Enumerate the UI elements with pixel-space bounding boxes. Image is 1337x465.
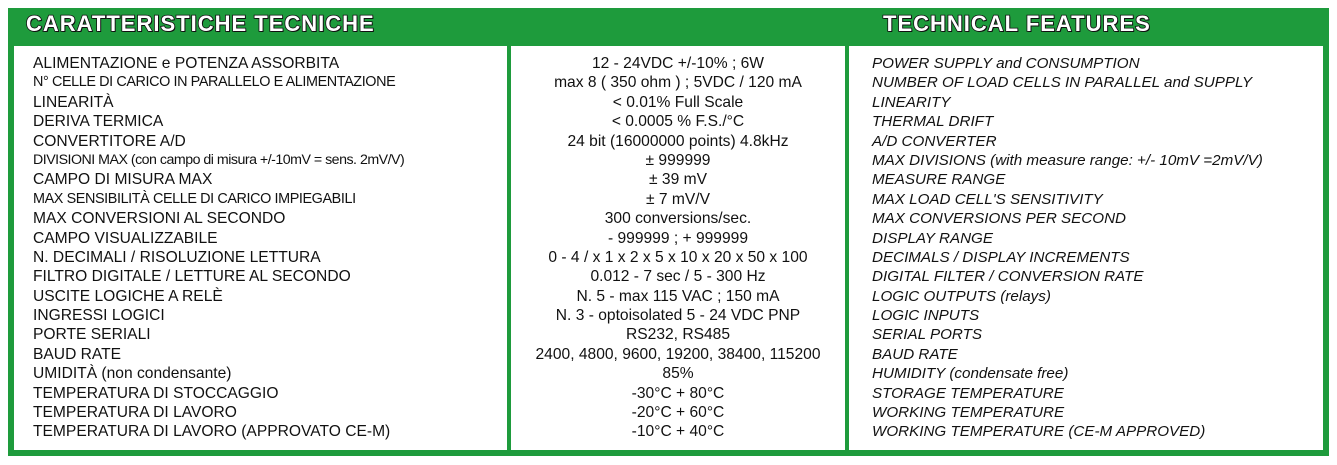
feature-value: 85% [662,365,694,383]
feature-label-english: MEASURE RANGE [872,171,1006,189]
feature-label-english: DIGITAL FILTER / CONVERSION RATE [872,268,1144,286]
feature-label-italian: INGRESSI LOGICI [33,307,165,325]
feature-label-italian: DIVISIONI MAX (con campo di misura +/-10mV = sens. 2mV/V) [33,151,405,168]
feature-label-italian: MAX SENSIBILITÀ CELLE DI CARICO IMPIEGABILI [33,190,356,207]
feature-label-italian: TEMPERATURA DI LAVORO [33,404,237,422]
feature-value: ± 39 mV [649,171,707,189]
title-italian: CARATTERISTICHE TECNICHE [26,11,375,36]
feature-label-italian: DERIVA TERMICA [33,113,164,131]
feature-value: ± 999999 [645,151,711,169]
feature-label-english: WORKING TEMPERATURE (CE-M APPROVED) [872,423,1206,441]
feature-label-italian: N. DECIMALI / RISOLUZIONE LETTURA [33,248,321,266]
feature-value: < 0.0005 % F.S./°C [611,113,745,131]
feature-label-english: A/D CONVERTER [872,132,997,150]
english-labels-list [849,54,1323,442]
feature-label-english: LOGIC OUTPUTS (relays) [872,287,1051,305]
header-bar [8,8,1329,40]
feature-label-english: HUMIDITY (condensate free) [872,365,1069,383]
feature-label-english: THERMAL DRIFT [872,113,994,131]
feature-label-english: BAUD RATE [872,345,958,363]
feature-label-italian: BAUD RATE [33,345,122,363]
feature-label-italian: PORTE SERIALI [33,326,151,344]
feature-label-english: MAX CONVERSIONS PER SECOND [872,210,1127,228]
feature-value: - 999999 ; + 999999 [607,229,749,247]
feature-label-italian: CAMPO VISUALIZZABILE [33,229,218,247]
feature-value: 0 - 4 / x 1 x 2 x 5 x 10 x 20 x 50 x 100 [548,248,808,266]
values-list [511,54,845,442]
feature-value: ± 7 mV/V [645,190,711,208]
feature-label-italian: ALIMENTAZIONE e POTENZA ASSORBITA [33,55,340,72]
feature-label-english: MAX DIVISIONS (with measure range: +/- 10mV =2mV/V) [872,151,1263,169]
feature-label-english: LINEARITY [872,93,951,111]
feature-label-english: POWER SUPPLY and CONSUMPTION [872,55,1140,72]
feature-value: RS232, RS485 [625,326,731,344]
english-labels-column [849,46,1323,450]
feature-label-italian: N° CELLE DI CARICO IN PARALLELO E ALIMENTAZIONE [33,74,396,91]
feature-label-italian: MAX CONVERSIONI AL SECONDO [33,210,286,228]
feature-value: -10°C + 40°C [631,423,725,441]
feature-value: N. 5 - max 115 VAC ; 150 mA [576,287,780,305]
feature-value: 0.012 - 7 sec / 5 - 300 Hz [590,268,766,286]
feature-label-italian: TEMPERATURA DI STOCCAGGIO [33,384,279,402]
feature-label-english: NUMBER OF LOAD CELLS IN PARALLEL and SUPPLY [872,74,1253,92]
title-english: TECHNICAL FEATURES [883,11,1151,36]
feature-label-italian: CONVERTITORE A/D [33,132,186,150]
feature-label-english: DECIMALS / DISPLAY INCREMENTS [872,248,1130,266]
feature-label-english: STORAGE TEMPERATURE [872,384,1064,402]
feature-value: -30°C + 80°C [631,384,725,402]
feature-label-english: SERIAL PORTS [872,326,983,344]
feature-label-english: WORKING TEMPERATURE [872,404,1065,422]
feature-value: 300 conversions/sec. [604,210,752,228]
feature-label-english: DISPLAY RANGE [872,229,993,247]
feature-value: 2400, 4800, 9600, 19200, 38400, 115200 [535,345,821,363]
feature-label-italian: TEMPERATURA DI LAVORO (APPROVATO CE-M) [33,423,391,441]
feature-label-english: LOGIC INPUTS [872,307,980,325]
feature-label-italian: USCITE LOGICHE A RELÈ [33,287,223,305]
italian-labels-list [14,54,507,442]
feature-label-italian: CAMPO DI MISURA MAX [33,171,213,189]
feature-label-italian: LINEARITÀ [33,93,114,111]
feature-value: max 8 ( 350 ohm ) ; 5VDC / 120 mA [554,74,802,92]
feature-value: -20°C + 60°C [631,404,725,422]
feature-label-italian: UMIDITÀ (non condensante) [33,365,232,383]
feature-value: 12 - 24VDC +/-10% ; 6W [591,55,765,72]
feature-value: 24 bit (16000000 points) 4.8kHz [567,132,789,150]
features-table [8,40,1329,456]
feature-label-italian: FILTRO DIGITALE / LETTURE AL SECONDO [33,268,351,286]
feature-value: N. 3 - optoisolated 5 - 24 VDC PNP [555,307,801,325]
values-column [511,46,845,450]
italian-labels-column [14,46,507,450]
feature-value: < 0.01% Full Scale [612,93,744,111]
feature-label-english: MAX LOAD CELL'S SENSITIVITY [872,190,1103,208]
